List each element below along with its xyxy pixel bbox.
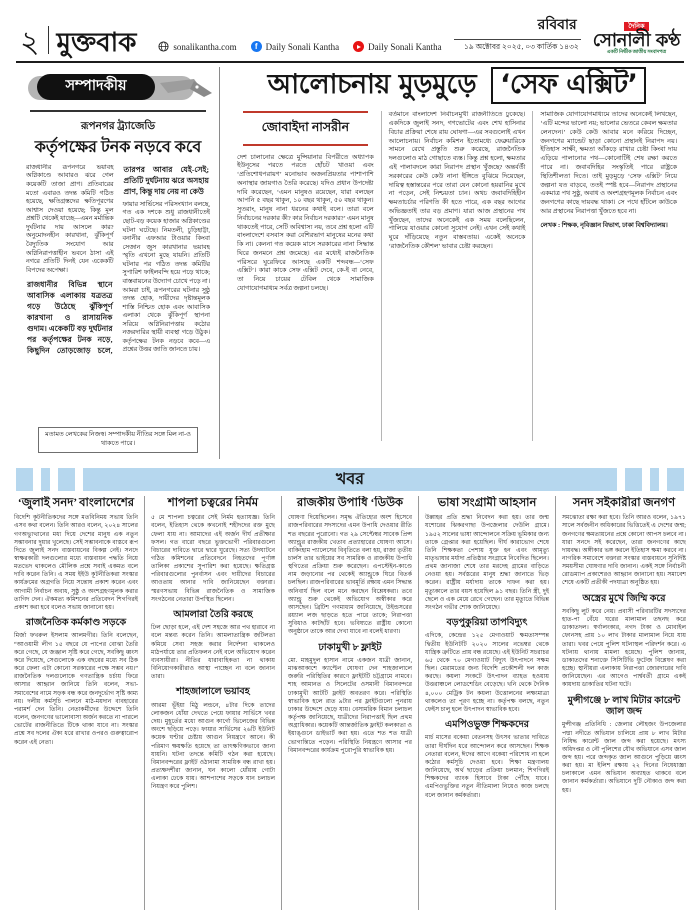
oped-text: বর্তমানে বাংলাদেশ নির্বাচনমুখী রাজনীতিতে ঢুকেছে। একদিকে জুলাই সনদ, গণভোটের এবং শেখ হাসিনার বিচার প্রক্রিয়া শেষে রায় ঘোষণা—এর সবগুলোই এখন আলোচনায়। নির্বাচন কমিশন ইতোমধ্যে ফেব্রুয়ারিকে সামনে রেখে প্রস্তুতি শুরু করেছে, রাজনৈতিক দলগুলোও মাঠ গোছাতে ব্যস্ত। কিন্তু প্রশ্ন হলো, ক্ষমতার এই পালাবদলে কারা নিরাপদ প্রস্থান খুঁজছে? অন্তর্বর্তী সরকারের কেউ কেউ নানা ইঙ্গিতে বুঝিয়ে দিয়েছেন, দায়িত্ব হস্তান্তরের পরে তারা যেন কোনো হয়রানির মুখে না পড়েন, সেই নিশ্চয়তা চান। অথচ জবাবদিহিহীন ক্ষমতাচর্চার পরিণতি কী হতে পারে, এক বছর আগের অভিজ্ঞতাই তার বড় প্রমাণ। যারা আজ প্রস্থানের পথ খুঁজছেন, তাদের অনেকেই এক সময় বলেছিলেন, পালিয়ে যাওয়ার কোনো সুযোগ নেই। এখন সেই কথাই ঘুরে দাঁড়িয়েছে নতুন বাস্তবতায়। একেই অনেকে ‘রাজনৈতিক কৌশল’ ভাবার চেষ্টা করছেন। [388,111,526,250]
news-section [8,496,692,910]
divider-block [667,468,684,491]
news-body: বিদেশি কূটনীতিকদের সঙ্গে মতবিনিময় সভায় তিনি এসব কথা বলেন। তিনি আরও বলেন, ২০২৪ সালের গণঅভ্যুত্থানের মধ্য দিয়ে দেশের মানুষ এক নতুন সম্ভাবনার দুয়ার খুলেছে। সেই সম্ভাবনাকে বাস্তবে রূপ দিতে জুলাই সনদ বাস্তবায়নের বিকল্প নেই। সনদে স্বাক্ষরকারী দলগুলোর মধ্যে বাস্তবায়ন পদ্ধতি নিয়ে মতভেদ থাকলেও মৌলিক প্রশ্নে সবাই একমত বলে দাবি করেন তিনি। এ সময় ইইউ কূটনীতিকরা সংস্কার কার্যক্রমের অগ্রগতি নিয়ে সন্তোষ প্রকাশ করেন এবং আগামী নির্বাচন অবাধ, সুষ্ঠু ও অংশগ্রহণমূলক করার তাগিদ দেন। ঐকমত্য কমিশনের প্রতিবেদন শিগগিরই প্রকাশ করা হবে বলেও সভায় জানানো হয়। [14,515,138,611]
divider-block [41,468,50,491]
newspaper-logo [593,16,680,56]
editorial-label: সম্পাদকীয় [37,74,155,100]
news-column-4 [418,496,555,910]
header-divider [48,26,49,54]
oped-headline-boxed: ‘সেফ এক্সিট’ [491,67,646,104]
news-body: সমঝোতা রক্ষা করা হবে। তিনি আরও বলেন, ১৯৭১ সালে সর্বজনীন অধিকারের ভিত্তিতেই এ দেশের জন্ম; জনগণের ক্ষমতায়নের প্রশ্নে কোনো আপস চলবে না। যারা সনদে সই করেছেন, তারা জনগণের কাছে দায়বদ্ধ। অঙ্গীকার ভঙ্গ করলে ইতিহাস ক্ষমা করবে না। নাগরিক সমাবেশে বক্তারা সংস্কার বাস্তবায়নে সুনির্দিষ্ট সময়সীমা ঘোষণার দাবি জানান। একই সঙ্গে নির্বাচনী রোডম্যাপ প্রকাশেরও আহ্বান জানানো হয়। সমাবেশ শেষে একটি প্রতীকী পদযাত্রা অনুষ্ঠিত হয়। [562,515,686,587]
news-headline: রাজকীয় উপাধি ‘ডিউক [296,497,404,509]
globe-icon [158,41,169,52]
oped-text: সামাজিক যোগাযোগমাধ্যমে তাদের অনেকেই লিখছেন, ‘এটি মন্দের ভালো নয়; ভালোর ভেতরে কেবল ক্ষমতার লেনদেন।’ কেউ কেউ আবার মনে করিয়ে দিচ্ছেন, জনগণের ম্যান্ডেট ছাড়া কোনো প্রস্থানই নিরাপদ নয়। ইতিহাস সাক্ষী, ক্ষমতা আঁকড়ে রাখার চেষ্টা কিংবা দায় এড়িয়ে পালানোর পথ—কোনোটিই শেষ রক্ষা করতে পারে না। জবাবদিহির সংস্কৃতিই পারে রাষ্ট্রকে স্থিতিশীলতা দিতে। তাই মুড়মুড়ে ‘সেফ এক্সিট’ নিয়ে জল্পনা যত বাড়বে, ততই স্পষ্ট হবে—নিরাপদ প্রস্থানের একমাত্র পথ সুষ্ঠু, অবাধ ও অংশগ্রহণমূলক নির্বাচন এবং জনগণের কাছে দায়বদ্ধ থাকা। সে পথে হাঁটলে কাউকে আর প্রস্থানের নিরাপত্তা খুঁজতে হবে না। [540,111,678,215]
contact-links [158,41,441,52]
news-headline: শাপলা চত্বরের নির্মম [167,497,259,509]
byline-rule-bottom [243,144,368,146]
news-subheadline: ঢাকামুখী ৮ ফ্লাইট [318,642,382,653]
news-subheadline: আমলারা তৈরি করছে [173,609,253,620]
oped-text: দেশ চালানোর ক্ষেত্রে মুন্সিয়ানার বিপরীতে অধ্যাপক ইউনূসের পরতে পরতে হোঁচট খাওয়া এবং ‘প্রতিশোধপরায়ণ’ মনোভাব অজনপ্রিয়তার পাশাপাশি অনাস্থার জায়গাও তৈরি করেছে। যদিও প্রধান উপদেষ্টা দাবি করেছেন, ‘এমন মানুষও রয়েছেন, যারা বলছেন আপনি ৫ বছর থাকুন, ১০ বছর থাকুন, ৫০ বছর থাকুন। সুতরাং, মানুষ নানা ধরনের কথাই বলে। তারা বলে নির্বাচনের দরকার কী? কার নির্বাচন দরকার?’ এমন মানুষ থাকতেই পারে, সেটি অবিশ্বাস্য নয়, তবে প্রশ্ন হলো এটি বাংলাদেশে বসবাস করা বেশিরভাগ মানুষের মনের কথা কি না। কেননা গত কয়েক মাসে সরকারের নানা সিদ্ধান্ত ঘিরে জনমনে প্রশ্ন জমেছে। এর মধ্যেই রাজনৈতিক পরিসরে ঘুরেফিরে আসছে একটি শব্দবন্ধ—‘সেফ এক্সিট’। কারা কাকে সেফ এক্সিট দেবে, কে-ই বা নেবে, তা নিয়ে চায়ের টেবিল থেকে সামাজিক যোগাযোগমাধ্যম সর্বত্র জল্পনা চলছে। [237,153,374,292]
news-body: এদিকে, কেন্দ্রের ১২৫ মেগাওয়াট ক্ষমতাসম্পন্ন দ্বিতীয় ইউনিটটি ২০২০ সালের নভেম্বর থেকে যান্ত্রিক ত্রুটিতে প্রায় বন্ধ রয়েছে। এই ইউনিট সচরাচর ৬৫ থেকে ৭০ মেগাওয়াট বিদ্যুৎ উৎপাদনে সক্ষম ছিল। মেরামতের জন্য বিদেশি প্রকৌশলী দল কাজ করছে। কয়লা সংকটে উৎপাদন ব্যাহত হওয়ায় উত্তরাঞ্চলে লোডশেডিং বেড়েছে। খনি থেকে দৈনিক ৪,০০০ মেট্রিক টন কয়লা উত্তোলনের লক্ষ্যমাত্রা থাকলেও তা পূরণ হচ্ছে না। কর্তৃপক্ষ বলছে, নতুন ফেইস চালু হলে উৎপাদন স্বাভাবিক হবে। [425,633,549,713]
facebook-link[interactable] [251,41,340,52]
weekday: রবিবার [537,18,577,33]
page-number: ২ [20,26,40,59]
top-section [14,67,686,459]
editorial-kicker: রূপনগর ট্র্যাজেডি [80,120,156,132]
youtube-link[interactable] [353,41,442,52]
news-headline: ভাষা সংগ্রামী আহসান [437,497,537,509]
oped-column-3 [532,111,684,441]
news-body: ৫ মে শাপলা চত্বরের সেই নির্মম হত্যাযজ্ঞ। তিনি বলেন, ইতিহাস থেকে কখনোই শহীদদের রক্ত মুছে ফেলা যায় না। আমাদের এই অর্জন দীর্ঘ প্রতীক্ষার ফসল। গত বারো বছরে ভুক্তভোগী পরিবারগুলো বিচারের দাবিতে দ্বারে দ্বারে ঘুরেছে। সত্য উদঘাটনে গঠিত কমিশনের প্রতিবেদনে নিহতদের পূর্ণাঙ্গ তালিকা প্রকাশের সুপারিশ করা হয়েছে। ক্ষতিগ্রস্ত পরিবারগুলোর পুনর্বাসন এবং দায়ীদের বিচারের আওতায় আনার দাবি জানিয়েছেন বক্তারা। স্মরণসভায় বিভিন্ন রাজনৈতিক ও সামাজিক সংগঠনের নেতারা উপস্থিত ছিলেন। [151,515,275,603]
oped-column-2 [381,111,533,441]
news-body: মো. মাহমুদুল হাসান নামে একজন যাত্রী জানান, মাঝআকাশে ক্যাপ্টেন ঘোষণা দেন শাহজালালে জরুরি পরিস্থিতির কারণে ফ্লাইটটি চট্টগ্রামে নামবে। শাহ আমানত ও সিলেটের ওসমানী বিমানবন্দরে ঢাকামুখী আটটি ফ্লাইট অবতরণ করে। পরিস্থিতি স্বাভাবিক হলে রাত ৯টার পর ফ্লাইটগুলো পুনরায় ঢাকার উদ্দেশে ছেড়ে যায়। বেসামরিক বিমান চলাচল কর্তৃপক্ষ জানিয়েছে, যাত্রীদের নিরাপত্তাই ছিল প্রথম অগ্রাধিকার। কয়েকটি আন্তর্জাতিক ফ্লাইট কলকাতা ও ইয়াঙ্গুনে ডাইভার্ট করা হয়। এতে শত শত যাত্রী ভোগান্তিতে পড়েন। পরিস্থিতি নিয়ন্ত্রণে আসার পর বিমানবন্দরের কার্যক্রম পুরোপুরি স্বাভাবিক হয়। [288,657,412,754]
editorial-pullquote: রাজধানীর বিভিন্ন স্থানে আবাসিক এলাকায় যত্রতত্র গড়ে উঠেছে ঝুঁকিপূর্ণ কারখানা ও রাসায়নিক গুদাম। একেকটি বড় দুর্ঘটনার পর কর্তৃপক্ষের টনক নড়ে, কিছুদিন তোড়জোড় চলে, তারপর আবার যেই-সেই; প্রতিটি দুর্ঘটনায় ঝরে অসহায় প্রাণ, কিন্তু দায় নেয় না কেউ [27,164,209,356]
header-left [20,26,442,59]
news-section-divider [16,468,684,491]
header-rule [16,61,684,63]
section-name: মুক্তবাক [56,28,137,59]
logo-daily-label: দৈনিক [624,22,648,31]
page-header [20,10,680,59]
news-headline: ‘জুলাই সনদ’ বাংলাদেশের [17,497,135,509]
editorial-body [26,164,210,420]
date-line: ১৯ অক্টোবর ২০২৫, ০৩ কার্তিক ১৪৩২ [454,39,581,54]
facebook-icon: f [251,41,262,52]
news-headline: সনদ সইকারীরা জনগণ [572,497,676,509]
news-body: সবকিছু লুট করে নেয়। প্রবাসী পরিবারটির সদস্যদের হাত-পা বেঁধে ঘরের মালামাল তছনছ করে ডাকাতদল। স্বর্ণালংকার, নগদ টাকা ও মোবাইল ফোনসহ প্রায় ১০ লাখ টাকার মালামাল নিয়ে যায় তারা। খবর পেয়ে পুলিশ ঘটনাস্থল পরিদর্শন করে। এ ঘটনায় থানায় মামলা হয়েছে। পুলিশ জানায়, ডাকাতদের শনাক্তে সিসিটিভি ফুটেজ বিশ্লেষণ করা হচ্ছে। স্থানীয়রা এলাকায় নিরাপত্তা জোরদারের দাবি জানিয়েছেন। এর আগেও পার্শ্ববর্তী গ্রামে একই কায়দায় ডাকাতির ঘটনা ঘটে। [562,609,686,689]
divider-block [625,468,642,491]
oped-column-1 [230,111,381,441]
news-subheadline: রাজনৈতিক কর্মকাণ্ড সড়কে [25,618,127,629]
byline-author: জোবাইদা নাসরীন [261,120,350,135]
oped-columns [230,111,684,441]
editorial-note-box: মতামত লেখকের নিজস্ব। সম্পাদকীয় নীতির সঙ্গে মিল না-ও থাকতে পারে। [38,427,198,453]
divider-block [650,468,659,491]
editorial-banner [28,73,208,105]
editorial-underline [30,110,206,112]
logo-tagline: একটি নির্ভীক জাতীয় সংবাদপত্র [606,50,666,56]
news-body: ঘোষণা দিয়েছিলেন। সমৃদ্ধ ঐতিহ্যের অংশ হিসেবে রাজপরিবারের সদস্যদের এমন উপাধি দেওয়ার রীতি শত বছরের পুরোনো। গত ২৯ সেপ্টেম্বর সাবেক প্রিন্স অ্যান্ড্রুর রাজকীয় খেতাব প্রত্যাহারের ঘোষণা আসে। বাকিংহাম প্যালেসের বিবৃতিতে বলা হয়, রাজা তৃতীয় চার্লস তার ভাইয়ের সব সামরিক ও রাজকীয় উপাধি স্থগিতের প্রক্রিয়া শুরু করেছেন। এপস্টেইন-কাণ্ডে নাম জড়ানোর পর থেকেই অ্যান্ড্রুকে ঘিরে বিতর্ক চলছিল। রাজপরিবারের ভাবমূর্তি রক্ষায় এমন সিদ্ধান্ত অনিবার্য ছিল বলে মনে করছেন বিশ্লেষকরা। তবে অ্যান্ড্রু শুরু থেকেই অভিযোগ অস্বীকার করে আসছেন। ব্রিটিশ গণমাধ্যম জানিয়েছে, উইন্ডসরের রয়্যাল লজ ছাড়তে হতে পারে তাকে; নিরাপত্তা সুবিধাও কাটছাঁট হবে। ভবিষ্যতে রাষ্ট্রীয় কোনো অনুষ্ঠানে তাকে আর দেখা যাবে না বলেই ধারণা। [288,515,412,636]
news-section-title: খবর [83,468,617,491]
news-body: আরমা ভূঁইয়া মিঠু লন্ডনে, ৪টার দিকে তাদের লোকজন ধোঁয়া দেখতে পেয়ে ফায়ার সার্ভিসে খবর দেয়। মুহূর্তের মধ্যে আগুন কার্গো ভিলেজের বিভিন্ন অংশে ছড়িয়ে পড়ে। ফায়ার সার্ভিসের ২৬টি ইউনিট কয়েক ঘণ্টার চেষ্টায় আগুন নিয়ন্ত্রণে আনে। কী পরিমাণ ক্ষয়ক্ষতি হয়েছে তা তাৎক্ষণিকভাবে জানা যায়নি। ঘটনা তদন্তে কমিটি গঠন করা হয়েছে। বিমানবন্দরের ফ্লাইট ওঠানামা সাময়িক বন্ধ রাখা হয়। প্রত্যক্ষদর্শীরা জানান, ঘন কালো ধোঁয়ায় গোটা এলাকা ঢেকে যায়। আশপাশের সড়কে যান চলাচল নিয়ন্ত্রণ করে পুলিশ। [151,702,275,791]
divider-block [58,468,75,491]
date-block [454,13,581,54]
divider-block [16,468,33,491]
news-column-5 [555,496,692,910]
editorial-paragraph: রাজধানীর রূপনগরে ভয়াবহ অগ্নিকাণ্ডে আবারও ঝরে গেল কয়েকটি তাজা প্রাণ। প্রতিবারের মতো এবারও তদন্ত কমিটি গঠিত হয়েছে, ক্ষতিগ্রস্তদের ক্ষতিপূরণের আশ্বাস দেওয়া হয়েছে; কিন্তু মূল প্রশ্নটি থেকেই যাচ্ছে—এমন মর্মান্তিক দুর্ঘটনার দায় আসলে কার? অনুমোদনহীন কারখানা, ঝুঁকিপূর্ণ বৈদ্যুতিক সংযোগ আর অগ্নিনিরাপত্তাহীন ভবনে ঠাসা এই নগরে প্রতিটি দিনই যেন একেকটি বিপদের অপেক্ষা। [26,163,114,274]
editorial-paragraph: ফায়ার সার্ভিসের পরিসংখ্যান বলছে, গত এক দশকে শুধু রাজধানীতেই ছোট-বড় কয়েক হাজার অগ্নিকাণ্ডের ঘটনা ঘটেছে। নিমতলী, চুড়িহাট্টা, বনানীর এফআর টাওয়ার কিংবা সেজান জুস কারখানার ভয়াবহ স্মৃতি এখনো মুছে যায়নি। প্রতিটি ঘটনার পর গঠিত তদন্ত কমিটির সুপারিশ ফাইলবন্দি হয়ে পড়ে থাকে; বাস্তবায়নের উদ্যোগ চোখে পড়ে না। আমরা চাই, রূপনগরের ঘটনার সুষ্ঠু তদন্ত হোক, দায়ীদের দৃষ্টান্তমূলক শাস্তি নিশ্চিত হোক এবং আবাসিক এলাকা থেকে ঝুঁকিপূর্ণ স্থাপনা সরিয়ে অগ্নিনিরাপত্তায় কঠোর নজরদারির স্থায়ী ব্যবস্থা গড়ে উঠুক। কর্তৃপক্ষের টনক নড়বে কবে—এ প্রশ্নের উত্তর জাতি জানতে চায়। [122,200,210,354]
editorial-column [14,67,220,459]
youtube-label: Daily Sonali Kantha [368,41,442,52]
logo-name: সোনালী কণ্ঠ [592,30,680,52]
youtube-icon [353,41,364,52]
news-body: মির্জা ফখরুল ইসলাম আলমগীর। তিনি বলেছেন, “আওয়ামী লীগ ১৫ বছরে যে পাপের বোঝা তৈরি করে গেছে, যে জঞ্জাল সৃষ্টি করে গেছে, সবকিছু ধ্বংস করে দিয়েছে, সেগুলোকে এক বছরের মধ্যে সব ঠিক করে ফেলা এটা কোনো সরকারের পক্ষে সম্ভব নয়।” রাজনৈতিক দলগুলোকে গণতান্ত্রিক চর্চায় ফিরে আসার আহ্বান জানিয়ে তিনি বলেন, সভা-সমাবেশের নামে সড়ক বন্ধ করে জনদুর্ভোগ সৃষ্টি কাম্য নয়। দলীয় কর্মসূচি পালনে মাঠ-ময়দান ব্যবহারের পরামর্শ দেন তিনি। নেতাকর্মীদের উদ্দেশে তিনি বলেন, জনগণের ভালোবাসা অর্জন করতে না পারলে ভোটের রাজনীতিতে টিকে থাকা যাবে না। সংস্কার প্রশ্নে সব দলের ঐক্য ধরে রাখার ওপরও গুরুত্বারোপ করেন এই নেতা। [14,633,138,746]
news-subheadline: এমপিওভুক্ত শিক্ষকদের [444,720,530,731]
website-label: sonalikantha.com [173,41,237,52]
header-right [454,13,680,56]
news-body: উল্লাহর প্রতি শ্রদ্ধা নিবেদন করা হয়। তার জন্ম যশোরের ঝিকরগাছা উপজেলার দেউলি গ্রামে। ১৯৫২ সালের ভাষা আন্দোলনে সক্রিয় ভূমিকার জন্য তাকে গ্রেপ্তার করা হয়েছিল। দীর্ঘ কারাভোগ শেষে তিনি শিক্ষকতা পেশায় যুক্ত হন এবং আমৃত্যু মাতৃভাষার মর্যাদা প্রতিষ্ঠার সংগ্রামে নিবেদিত ছিলেন। প্রথম জানাজা শেষে তার মরদেহ গ্রামের বাড়িতে নেওয়া হয়। সর্বস্তরের মানুষ শ্রদ্ধা জানাতে ভিড় করেন। রাষ্ট্রীয় মর্যাদায় তাকে দাফন করা হয়। মৃত্যুকালে তার বয়স হয়েছিল ৯১ বছর। তিনি স্ত্রী, দুই ছেলে ও এক মেয়ে রেখে গেছেন। তার মৃত্যুতে বিভিন্ন সংগঠন গভীর শোক জানিয়েছে। [425,515,549,611]
pen-nib-icon [160,79,212,104]
news-body: ঢিল ছোড়া হলে, এই দেশ সহজে আর পথ হারাবে না বলে মন্তব্য করেন তিনি। আমলাতান্ত্রিক জটিলতা কমিয়ে সেবা সহজ করার নির্দেশনা থাকলেও মাঠপর্যায়ে তার প্রতিফলন নেই বলে অভিযোগ করেন ব্যবসায়ীরা। নীতির ধারাবাহিকতা না থাকায় বিনিয়োগকারীরাও আস্থা পাচ্ছেন না বলে জানান তারা। [151,625,275,681]
news-body: মার্চ মাসের বকেয়া বেতনসহ উৎসব ভাতার দাবিতে তারা দীর্ঘদিন ধরে আন্দোলন করে আসছেন। শিক্ষক নেতারা বলেন, ঈদের আগে বকেয়া পরিশোধ না হলে কঠোর কর্মসূচি দেওয়া হবে। শিক্ষা মন্ত্রণালয় জানিয়েছে, অর্থ ছাড়ের প্রক্রিয়া চলমান; শিগগিরই শিক্ষকদের ব্যাংক হিসাবে টাকা পৌঁছে যাবে। এমপিওভুক্তির নতুন নীতিমালা নিয়েও কাজ চলছে বলে জানান কর্মকর্তারা। [425,735,549,799]
oped-headline [230,69,684,101]
news-subheadline: শাহজালালে ভয়াবহ [176,687,250,698]
news-body: মুন্সীগঞ্জ প্রতিনিধি : জেলার লৌহজং উপজেলার পদ্মা নদীতে অভিযান চালিয়ে প্রায় ৮ লাখ মিটার নিষিদ্ধ কারেন্ট জাল জব্দ করা হয়েছে। মৎস্য অধিদপ্তর ও নৌ পুলিশের যৌথ অভিযানে এসব জাল জব্দ হয়। পরে জব্দকৃত জাল আগুনে পুড়িয়ে ধ্বংস করা হয়। মা ইলিশ রক্ষায় ২২ দিনের নিষেধাজ্ঞা চলাকালে এমন অভিযান অব্যাহত থাকবে বলে জানান কর্মকর্তারা। অভিযানে দুটি নৌকাও জব্দ করা হয়। [562,722,686,794]
facebook-label: Daily Sonali Kantha [265,41,340,52]
website-link[interactable] [158,41,236,52]
author-note: লেখক : শিক্ষক, নৃবিজ্ঞান বিভাগ, ঢাকা বিশ্ববিদ্যালয়। [540,221,668,229]
oped-headline-text: আলোচনায় মুড়মুড়ে [267,69,477,100]
news-column-2 [144,496,281,910]
news-column-1 [8,496,144,910]
news-column-3 [281,496,418,910]
oped-article [220,67,686,459]
news-subheadline: বড়পুকুরিয়া তাপবিদ্যুৎ [446,618,528,629]
news-subheadline: অস্ত্রের মুখে জিম্মি করে [582,593,666,604]
byline-box [243,111,368,145]
editorial-headline: কর্তৃপক্ষের টনক নড়বে কবে [34,138,202,156]
news-subheadline: মুন্সীগঞ্জে ৮ লাখ মিটার কারেন্ট জাল জব্দ [567,695,681,717]
